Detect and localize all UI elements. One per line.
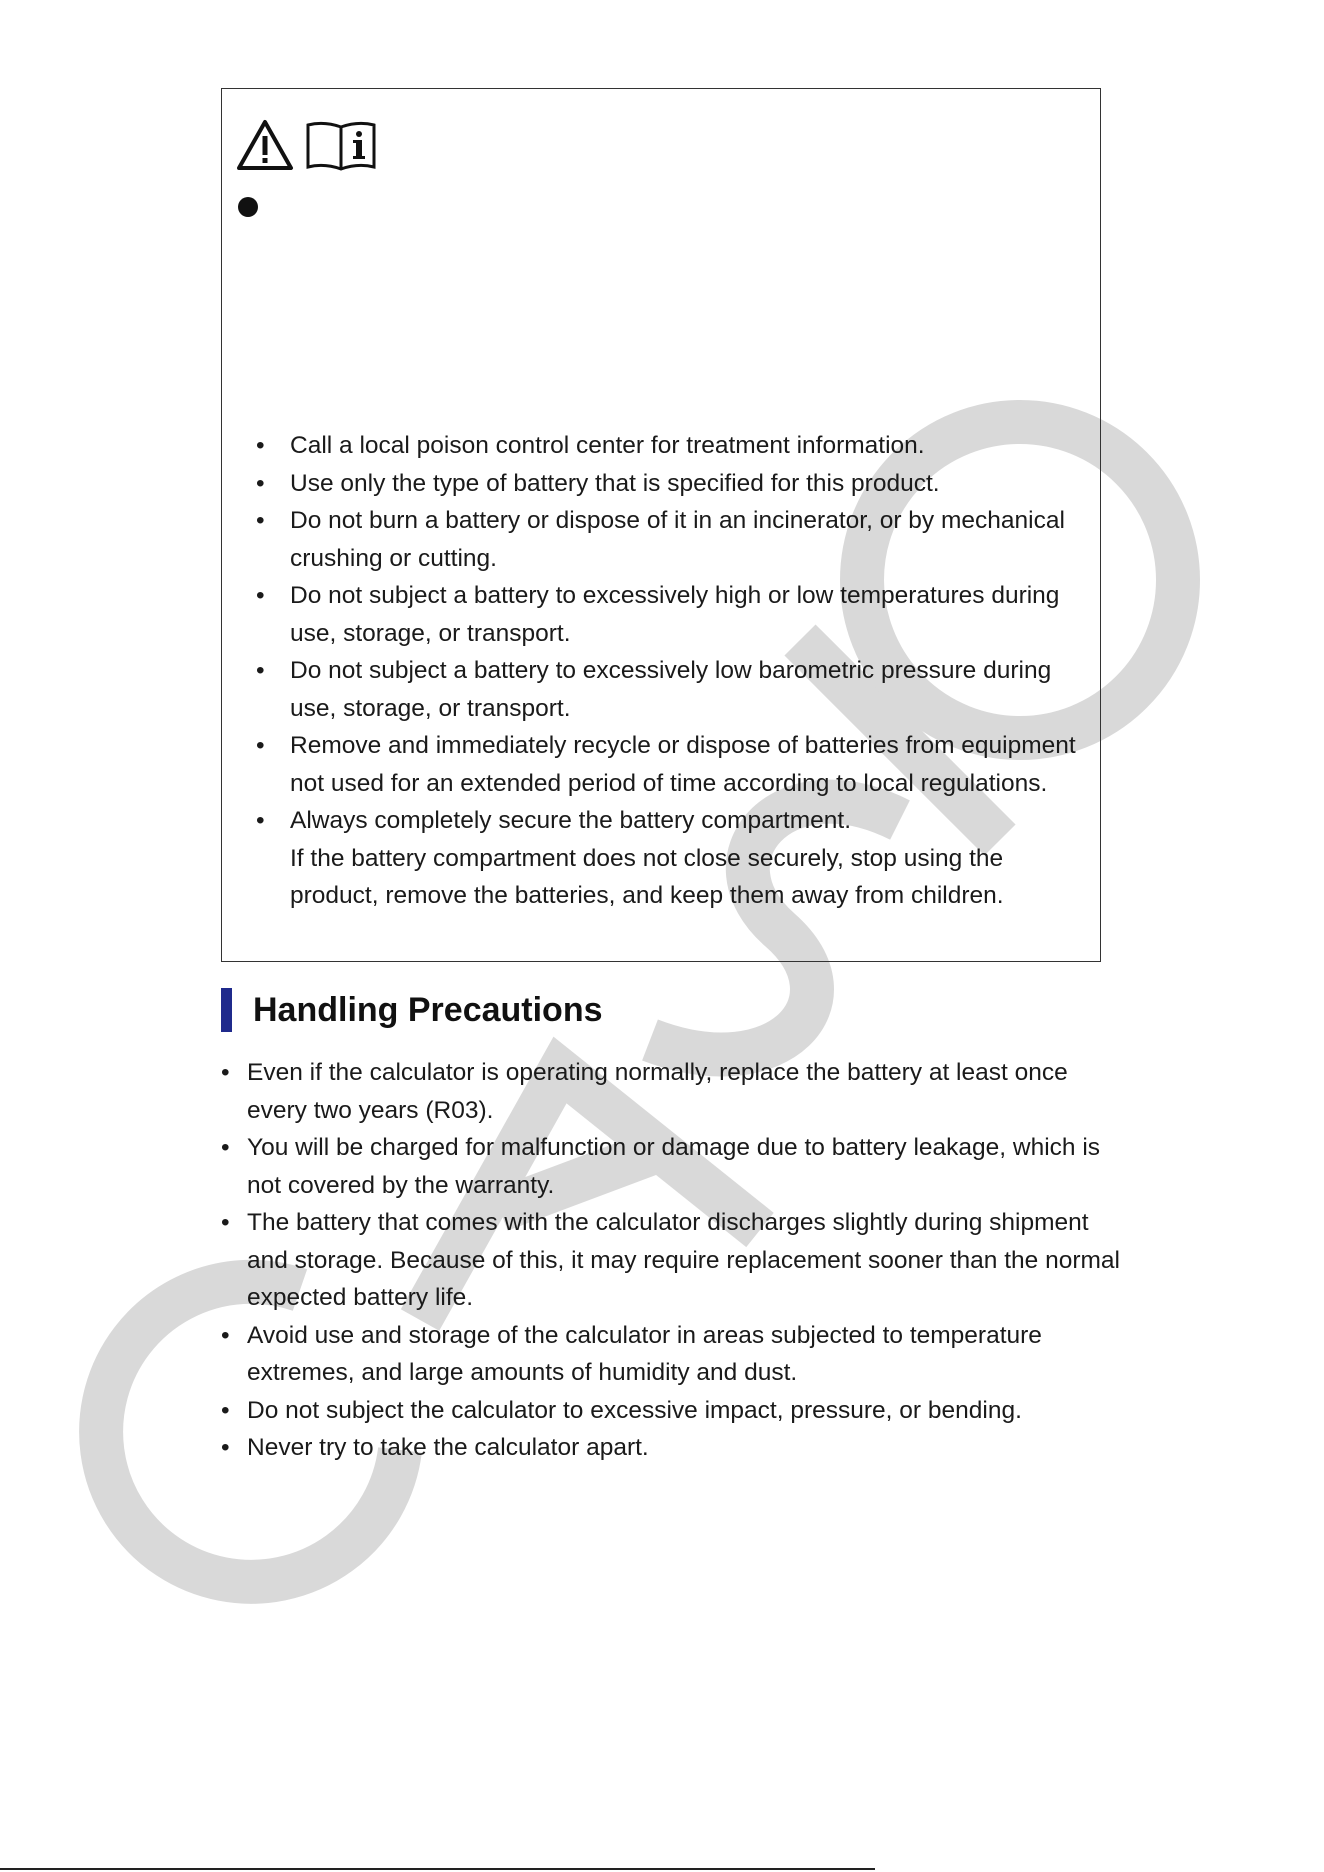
warning-list xyxy=(252,427,1082,915)
handling-precautions-list xyxy=(221,1054,1121,1467)
list-item: • Use only the type of battery that is specified for this product. xyxy=(256,469,940,497)
list-item: • Avoid use and storage of the calculator in areas subjected to temperature extremes, and large amounts of humidity and dust. xyxy=(221,1321,1042,1386)
battery-warning-box xyxy=(221,88,1101,962)
warning-bullet-dot xyxy=(238,197,258,217)
warning-triangle-icon xyxy=(236,119,294,171)
footer-rule xyxy=(0,1868,875,1870)
list-item: • Do not subject a battery to excessively low barometric pressure during use, storage, or transport. xyxy=(256,657,1052,722)
list-item: • Never try to take the calculator apart. xyxy=(221,1434,649,1461)
list-item: • Always completely secure the battery compartment. If the battery compartment does not close securely, stop using the product, remove the batteries, and keep them away from children. xyxy=(256,807,1004,909)
list-item: • Call a local poison control center for treatment information. xyxy=(256,432,925,459)
list-item: • You will be charged for malfunction or damage due to battery leakage, which is not covered by the warranty. xyxy=(221,1134,1101,1199)
read-manual-icon xyxy=(304,119,378,171)
list-item: • Do not burn a battery or dispose of it in an incinerator, or by mechanical crushing or cutting. xyxy=(256,507,1065,572)
section-heading-handling-precautions: Handling Precautions xyxy=(221,988,603,1032)
list-item: • Remove and immediately recycle or dispose of batteries from equipment not used for an extended period of time according to local regulations. xyxy=(256,732,1076,797)
list-item: • Even if the calculator is operating normally, replace the battery at least once every two years (R03). xyxy=(221,1059,1068,1124)
list-item: • The battery that comes with the calculator discharges slightly during shipment and storage. Because of this, it may require replacement sooner than the normal expected battery life. xyxy=(221,1209,1120,1311)
warning-icons xyxy=(236,119,378,171)
list-item: • Do not subject the calculator to excessive impact, pressure, or bending. xyxy=(221,1396,1022,1424)
list-item: • Do not subject a battery to excessively high or low temperatures during use, storage, or transport. xyxy=(256,582,1060,647)
